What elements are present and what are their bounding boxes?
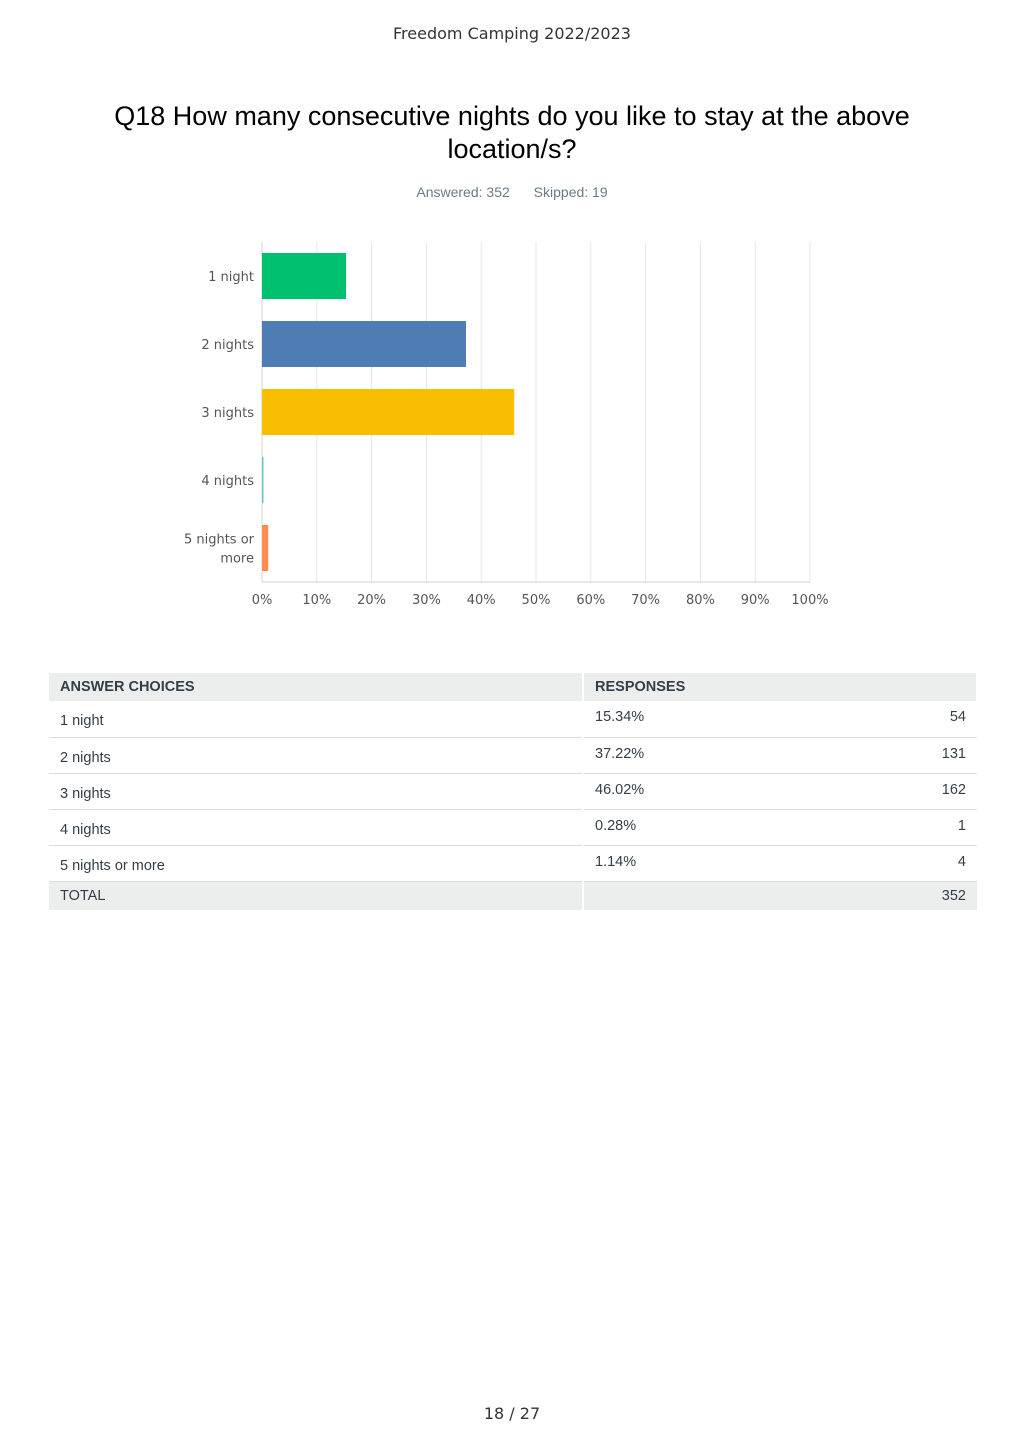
total-label: TOTAL — [49, 881, 583, 910]
x-tick-label: 100% — [791, 593, 829, 608]
answer-choices-header: ANSWER CHOICES — [49, 673, 583, 701]
table-row — [49, 809, 977, 845]
bar — [262, 457, 264, 503]
answer-choice-cell: 5 nights or more — [49, 845, 583, 881]
category-label: 1 night — [208, 270, 254, 285]
bar-chart — [0, 230, 1024, 620]
bar — [262, 389, 514, 435]
answered-count: Answered: 352 — [416, 184, 510, 200]
x-tick-label: 70% — [631, 593, 661, 608]
response-stats — [0, 184, 1024, 200]
x-tick-label: 80% — [685, 593, 715, 608]
question-title: Q18 How many consecutive nights do you like to stay at the above location/s? — [114, 101, 910, 164]
skipped-count: Skipped: 19 — [533, 184, 608, 200]
answer-choice-cell: 2 nights — [49, 737, 583, 773]
category-label: 4 nights — [201, 474, 254, 489]
table-row — [49, 845, 977, 881]
response-cell — [583, 701, 977, 737]
table-header-row — [49, 673, 977, 701]
response-count: 162 — [941, 781, 966, 798]
document-header: Freedom Camping 2022/2023 — [393, 24, 631, 43]
response-cell — [583, 737, 977, 773]
responses-header: RESPONSES — [583, 673, 977, 701]
answer-choice-cell: 1 night — [49, 701, 583, 737]
response-percent: 46.02% — [595, 781, 645, 798]
bar — [262, 525, 268, 571]
x-tick-label: 50% — [521, 593, 551, 608]
response-count: 1 — [957, 817, 966, 834]
category-label: 3 nights — [201, 406, 254, 421]
response-cell — [583, 809, 977, 845]
total-count: 352 — [583, 881, 977, 910]
x-tick-label: 10% — [302, 593, 332, 608]
responses-table — [49, 673, 978, 910]
x-tick-label: 60% — [576, 593, 606, 608]
table-row — [49, 773, 977, 809]
response-cell — [583, 773, 977, 809]
category-label: 5 nights or — [183, 532, 254, 548]
total-row — [49, 881, 977, 910]
response-percent: 37.22% — [595, 745, 645, 762]
response-percent: 15.34% — [595, 709, 645, 725]
category-label: more — [220, 551, 254, 567]
page-number: 18 / 27 — [483, 1404, 541, 1423]
bar — [262, 321, 466, 367]
response-percent: 1.14% — [595, 853, 637, 870]
category-label: 2 nights — [201, 338, 254, 353]
x-tick-label: 90% — [740, 593, 770, 608]
x-tick-label: 30% — [411, 593, 441, 608]
table-row — [49, 701, 977, 737]
table-row — [49, 737, 977, 773]
x-tick-label: 0% — [251, 593, 273, 608]
response-cell — [583, 845, 977, 881]
response-count: 54 — [949, 709, 966, 725]
response-count: 4 — [957, 853, 966, 870]
answer-choice-cell: 3 nights — [49, 773, 583, 809]
response-count: 131 — [941, 745, 966, 762]
bar — [262, 253, 346, 299]
answer-choice-cell: 4 nights — [49, 809, 583, 845]
response-percent: 0.28% — [595, 817, 637, 834]
x-tick-label: 40% — [466, 593, 496, 608]
x-tick-label: 20% — [357, 593, 387, 608]
